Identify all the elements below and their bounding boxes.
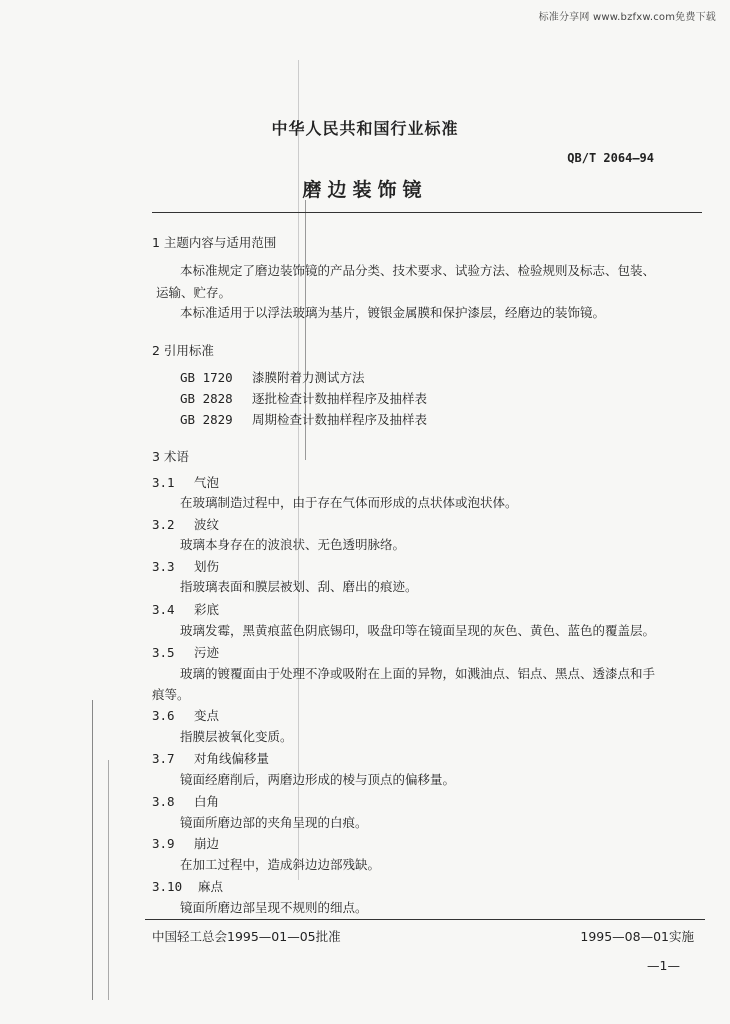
term-number: 3.6 (152, 708, 175, 723)
reference-code: GB 2828 (180, 391, 233, 406)
term-definition: 痕等。 (152, 687, 190, 702)
term-definition: 玻璃的镀覆面由于处理不净或吸附在上面的异物，如溅油点、铝点、黑点、透漆点和手 (180, 666, 656, 681)
term-number: 3.2 (152, 517, 175, 532)
footer-rule (145, 919, 705, 920)
reference-title: 周期检查计数抽样程序及抽样表 (251, 412, 427, 427)
term-definition: 镜面经磨削后，两磨边形成的棱与顶点的偏移量。 (180, 772, 456, 787)
approval-line: 中国轻工总会1995—01—05批准 (152, 929, 341, 944)
reference-code: GB 1720 (180, 370, 233, 385)
reference-title: 漆膜附着力测试方法 (251, 370, 365, 385)
paragraph-text: 运输、贮存。 (156, 285, 232, 300)
term-heading (152, 517, 219, 533)
term-number: 3.7 (152, 751, 175, 766)
term-number: 3.10 (152, 879, 183, 894)
term-definition: 指玻璃表面和膜层被划、刮、磨出的痕迹。 (180, 579, 418, 594)
term-number: 3.4 (152, 602, 175, 617)
term-number: 3.1 (152, 475, 175, 490)
term-heading (152, 645, 219, 661)
term-definition: 玻璃本身存在的波浪状、无色透明脉络。 (180, 537, 406, 552)
term-definition: 指膜层被氧化变质。 (180, 729, 293, 744)
term-definition: 在玻璃制造过程中，由于存在气体而形成的点状体或泡状体。 (180, 495, 518, 510)
reference-code: GB 2829 (180, 412, 233, 427)
term-name: 白角 (193, 794, 219, 809)
term-number: 3.9 (152, 836, 175, 851)
term-name: 对角线偏移量 (193, 751, 269, 766)
term-number: 3.5 (152, 645, 175, 660)
term-heading (152, 751, 269, 767)
term-heading (152, 475, 219, 491)
paragraph-text: 本标准规定了磨边装饰镜的产品分类、技术要求、试验方法、检验规则及标志、包装、 (180, 263, 656, 278)
scan-streak (92, 700, 93, 1000)
watermark: 标准分享网 www.bzfxw.com免费下载 (538, 12, 716, 23)
term-name: 划伤 (193, 559, 219, 574)
section-heading: 3 术语 (152, 449, 189, 464)
term-name: 麻点 (197, 879, 223, 894)
section-heading: 2 引用标准 (152, 343, 214, 358)
term-number: 3.8 (152, 794, 175, 809)
header-rule (152, 212, 702, 213)
term-name: 变点 (193, 708, 219, 723)
section-heading: 1 主题内容与适用范围 (152, 235, 277, 250)
term-definition: 在加工过程中，造成斜边边部残缺。 (180, 857, 381, 872)
standard-number: QB/T 2064—94 (567, 151, 654, 165)
term-heading (152, 836, 219, 852)
term-name: 崩边 (193, 836, 219, 851)
term-heading (152, 708, 219, 724)
reference-item (180, 391, 427, 407)
term-name: 污迹 (193, 645, 219, 660)
reference-item (180, 370, 365, 386)
term-definition: 玻璃发霉，黑黄痕蓝色阴底锡印，吸盘印等在镜面呈现的灰色、黄色、蓝色的覆盖层。 (180, 623, 656, 638)
term-name: 气泡 (193, 475, 219, 490)
term-number: 3.3 (152, 559, 175, 574)
term-definition: 镜面所磨边部呈现不规则的细点。 (180, 900, 368, 915)
term-heading (152, 879, 223, 895)
issuing-organization: 中华人民共和国行业标准 (271, 119, 459, 138)
page-title: 磨边装饰镜 (302, 179, 428, 201)
term-heading (152, 602, 219, 618)
paragraph-text: 本标准适用于以浮法玻璃为基片，镀银金属膜和保护漆层，经磨边的装饰镜。 (180, 305, 606, 320)
term-heading (152, 559, 219, 575)
page-number: —1— (647, 958, 680, 973)
term-heading (152, 794, 219, 810)
scan-streak (108, 760, 109, 1000)
reference-item (180, 412, 427, 428)
effective-date: 1995—08—01实施 (580, 929, 694, 944)
term-name: 彩底 (193, 602, 219, 617)
term-definition: 镜面所磨边部的夹角呈现的白痕。 (180, 815, 368, 830)
reference-title: 逐批检查计数抽样程序及抽样表 (251, 391, 427, 406)
term-name: 波纹 (193, 517, 219, 532)
